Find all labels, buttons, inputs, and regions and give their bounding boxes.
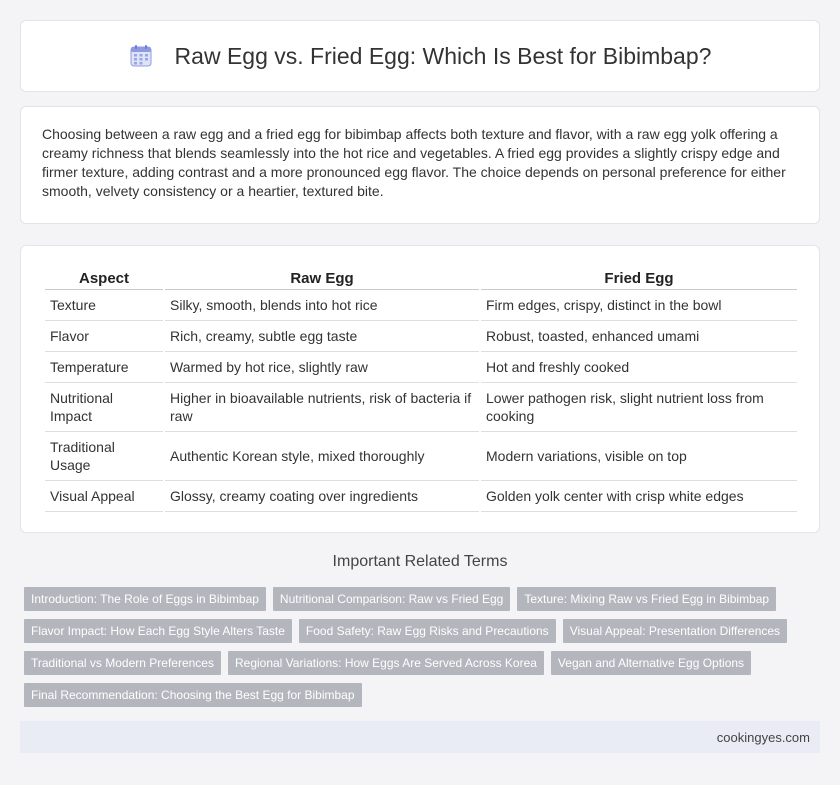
related-tag[interactable]: Visual Appeal: Presentation Differences <box>563 619 787 643</box>
table-cell: Temperature <box>45 352 163 383</box>
table-cell: Robust, toasted, enhanced umami <box>481 321 797 352</box>
table-cell: Higher in bioavailable nutrients, risk of bacteria if raw <box>165 383 479 432</box>
related-terms-title: Important Related Terms <box>332 553 508 570</box>
table-cell: Flavor <box>45 321 163 352</box>
related-tag[interactable]: Traditional vs Modern Preferences <box>24 651 221 675</box>
table-row <box>45 321 797 352</box>
table-cell: Visual Appeal <box>45 481 163 512</box>
calendar-icon <box>129 44 153 68</box>
page-title: Raw Egg vs. Fried Egg: Which Is Best for Bibimbap? <box>174 42 712 69</box>
table-cell: Authentic Korean style, mixed thoroughly <box>165 432 479 481</box>
related-tag[interactable]: Final Recommendation: Choosing the Best Egg for Bibimbap <box>24 683 362 707</box>
table-cell: Rich, creamy, subtle egg taste <box>165 321 479 352</box>
table-cell: Golden yolk center with crisp white edges <box>481 481 797 512</box>
column-header-aspect: Aspect <box>45 264 163 290</box>
column-header-fried-egg: Fried Egg <box>481 264 797 290</box>
related-tag[interactable]: Flavor Impact: How Each Egg Style Alters Taste <box>24 619 292 643</box>
table-row <box>45 383 797 432</box>
table-header-row <box>45 264 797 290</box>
table-cell: Firm edges, crispy, distinct in the bowl <box>481 290 797 321</box>
table-cell: Nutritional Impact <box>45 383 163 432</box>
related-tag[interactable]: Regional Variations: How Eggs Are Served Across Korea <box>228 651 544 675</box>
related-tag[interactable]: Food Safety: Raw Egg Risks and Precautions <box>299 619 556 643</box>
table-row <box>45 432 797 481</box>
related-tag[interactable]: Introduction: The Role of Eggs in Bibimbap <box>24 587 266 611</box>
related-terms-tags <box>24 587 804 715</box>
table-cell: Glossy, creamy coating over ingredients <box>165 481 479 512</box>
footer-site-link[interactable]: cookingyes.com <box>716 729 810 745</box>
table-cell: Traditional Usage <box>45 432 163 481</box>
title-card <box>20 20 820 92</box>
related-tag[interactable]: Texture: Mixing Raw vs Fried Egg in Bibimbap <box>517 587 776 611</box>
table-cell: Hot and freshly cooked <box>481 352 797 383</box>
table-row <box>45 352 797 383</box>
column-header-raw-egg: Raw Egg <box>165 264 479 290</box>
table-row <box>45 290 797 321</box>
table-cell: Texture <box>45 290 163 321</box>
intro-card <box>20 106 820 224</box>
comparison-table <box>43 264 799 512</box>
related-tag[interactable]: Vegan and Alternative Egg Options <box>551 651 751 675</box>
footer <box>20 721 820 753</box>
table-cell: Lower pathogen risk, slight nutrient loss from cooking <box>481 383 797 432</box>
intro-paragraph: Choosing between a raw egg and a fried egg for bibimbap affects both texture and flavor, with a raw egg yolk offering a creamy richness that blends seamlessly into the hot rice and vegetables. A fried egg provides a slightly crispy edge and firmer texture, adding contrast and a more pronounced egg flavor. The choice depends on personal preference for either smooth, velvety consistency or a heartier, textured bite. <box>42 126 786 199</box>
comparison-table-card <box>20 245 820 533</box>
table-cell: Silky, smooth, blends into hot rice <box>165 290 479 321</box>
related-tag[interactable]: Nutritional Comparison: Raw vs Fried Egg <box>273 587 510 611</box>
table-cell: Modern variations, visible on top <box>481 432 797 481</box>
table-row <box>45 481 797 512</box>
table-cell: Warmed by hot rice, slightly raw <box>165 352 479 383</box>
